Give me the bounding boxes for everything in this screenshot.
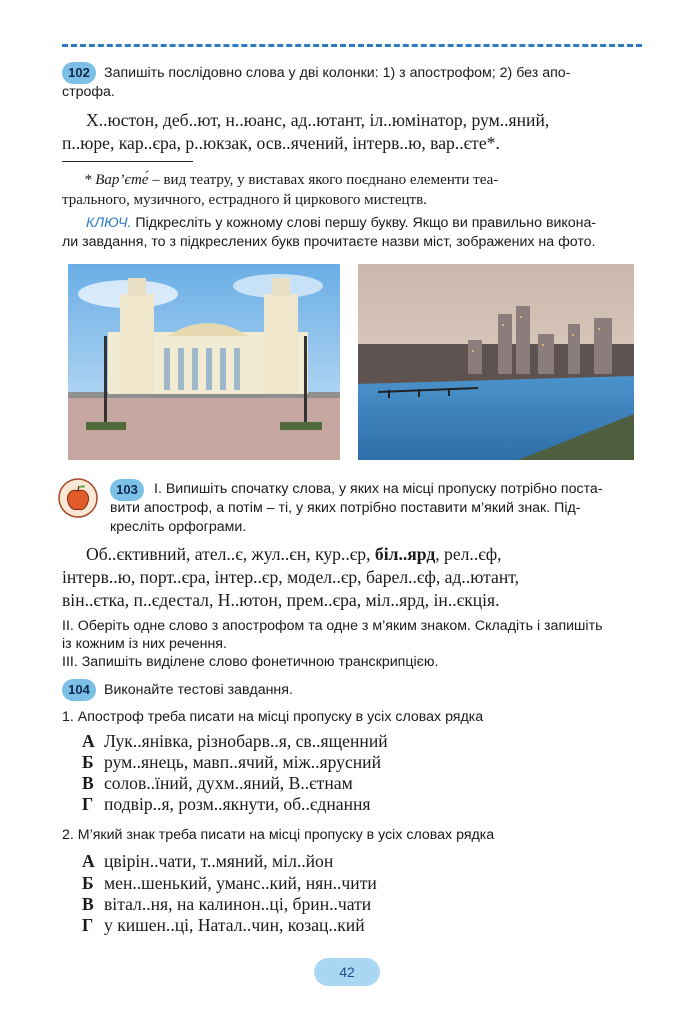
railway-station-photo (68, 264, 340, 460)
task-103-words-line2: інтерв..ю, порт..єра, інтер..єр, модел..єр, барел..єф, ад..ютант, (62, 567, 520, 587)
option-letter: В (82, 894, 94, 914)
option-letter: Г (82, 794, 94, 814)
footnote-line1: – вид театру, у виставах якого поєднано елементи теа- (148, 172, 499, 188)
option-letter: А (82, 731, 95, 751)
task-number-badge-102: 102 (62, 62, 96, 84)
question-2-option-d (82, 915, 365, 936)
task-number-badge-104: 104 (62, 679, 96, 701)
task-103-part2-line1: ІІ. Оберіть одне слово з апострофом та одне з м’яким знаком. Складіть і запишіть (62, 618, 603, 634)
footnote-rule (62, 161, 193, 162)
option-letter: Г (82, 915, 94, 935)
option-text: у кишен..ці, Натал..чин, козац..кий (104, 915, 365, 935)
question-1: 1. Апостроф треба писати на місці пропуску в усіх словах рядка (62, 709, 484, 725)
option-text: Лук..янівка, різнобарв..я, св..ященний (104, 731, 388, 751)
task-103-words-line3: він..єтка, п..єдестал, Н..ютон, прем..єра, міл..ярд, ін..єкція. (62, 590, 500, 610)
key-line1-text: Підкресліть у кожному слові першу букву. Якщо ви правильно викона- (131, 215, 597, 231)
question-1-option-c (82, 773, 353, 794)
apple-icon (58, 478, 98, 518)
highlighted-word: біл..ярд (374, 544, 436, 564)
task-103-instruction-line2: вити апостроф, а потім – ті, у яких потрібно поставити м’який знак. Під- (110, 500, 581, 516)
question-2: 2. М’який знак треба писати на місці пропуску в усіх словах рядка (62, 827, 495, 843)
option-text: цвірін..чати, т..мяний, міл..йон (104, 851, 334, 871)
task-102-words-line2: п..юре, кар..єра, р..юкзак, осв..ячений, інтерв..ю, вар..єте*. (62, 133, 500, 153)
task-103-words-line1-start: Об..єктивний, ател..є, жул..єн, кур..єр, (86, 544, 375, 564)
option-letter: Б (82, 873, 94, 893)
task-102-words-line1: Х..юстон, деб..ют, н..юанс, ад..ютант, іл..юмінатор, рум..яний, (86, 110, 550, 130)
key-label: КЛЮЧ. (86, 215, 132, 231)
question-1-option-d (82, 794, 371, 815)
task-103-part3: ІІІ. Запишіть виділене слово фонетичною транскрипцією. (62, 654, 439, 670)
task-number-badge-103: 103 (110, 479, 144, 501)
city-river-photo (358, 264, 634, 460)
task-102-instruction-line2: строфа. (62, 84, 115, 100)
key-line2: ли завдання, то з підкреслених букв прочитаєте назви міст, зображених на фото. (62, 234, 596, 250)
key-line1 (86, 214, 596, 233)
task-103-instruction-line3: кресліть орфограми. (110, 519, 247, 535)
question-1-option-b (82, 752, 381, 773)
option-letter: А (82, 851, 95, 871)
option-text: вітал..ня, на калинон..ці, брин..чати (104, 894, 372, 914)
option-text: подвір..я, розм..якнути, об..єднання (104, 794, 371, 814)
question-1-option-a (82, 731, 388, 752)
top-dashed-divider (62, 44, 642, 47)
option-text: рум..янець, мавп..ячий, між..ярусний (104, 752, 382, 772)
question-2-option-b (82, 873, 377, 894)
task-102-instruction-line1: Запишіть послідовно слова у дві колонки: 1) з апострофом; 2) без апо- (104, 65, 571, 81)
question-2-option-c (82, 894, 371, 915)
option-text: мен..шенький, уманс..кий, нян..чити (104, 873, 377, 893)
page-number: 42 (339, 964, 355, 980)
task-103-instruction-line1: І. Випишіть спочатку слова, у яких на місці пропуску потрібно поста- (154, 481, 603, 497)
footnote (62, 170, 642, 210)
question-2-option-a (82, 851, 333, 872)
task-103-words-line1 (86, 542, 502, 566)
task-104-title: Виконайте тестові завдання. (104, 682, 293, 698)
option-text: солов..їний, духм..яний, В..єтнам (104, 773, 353, 793)
option-letter: Б (82, 752, 94, 772)
task-103-part2-line2: із кожним із них речення. (62, 636, 227, 652)
option-letter: В (82, 773, 94, 793)
task-103-words-line1-end: , рел..єф, (435, 544, 502, 564)
footnote-term: * Вар’єте́ (84, 172, 149, 188)
footnote-line2: трального, музичного, естрадного й циркового мистецтв. (62, 192, 427, 208)
